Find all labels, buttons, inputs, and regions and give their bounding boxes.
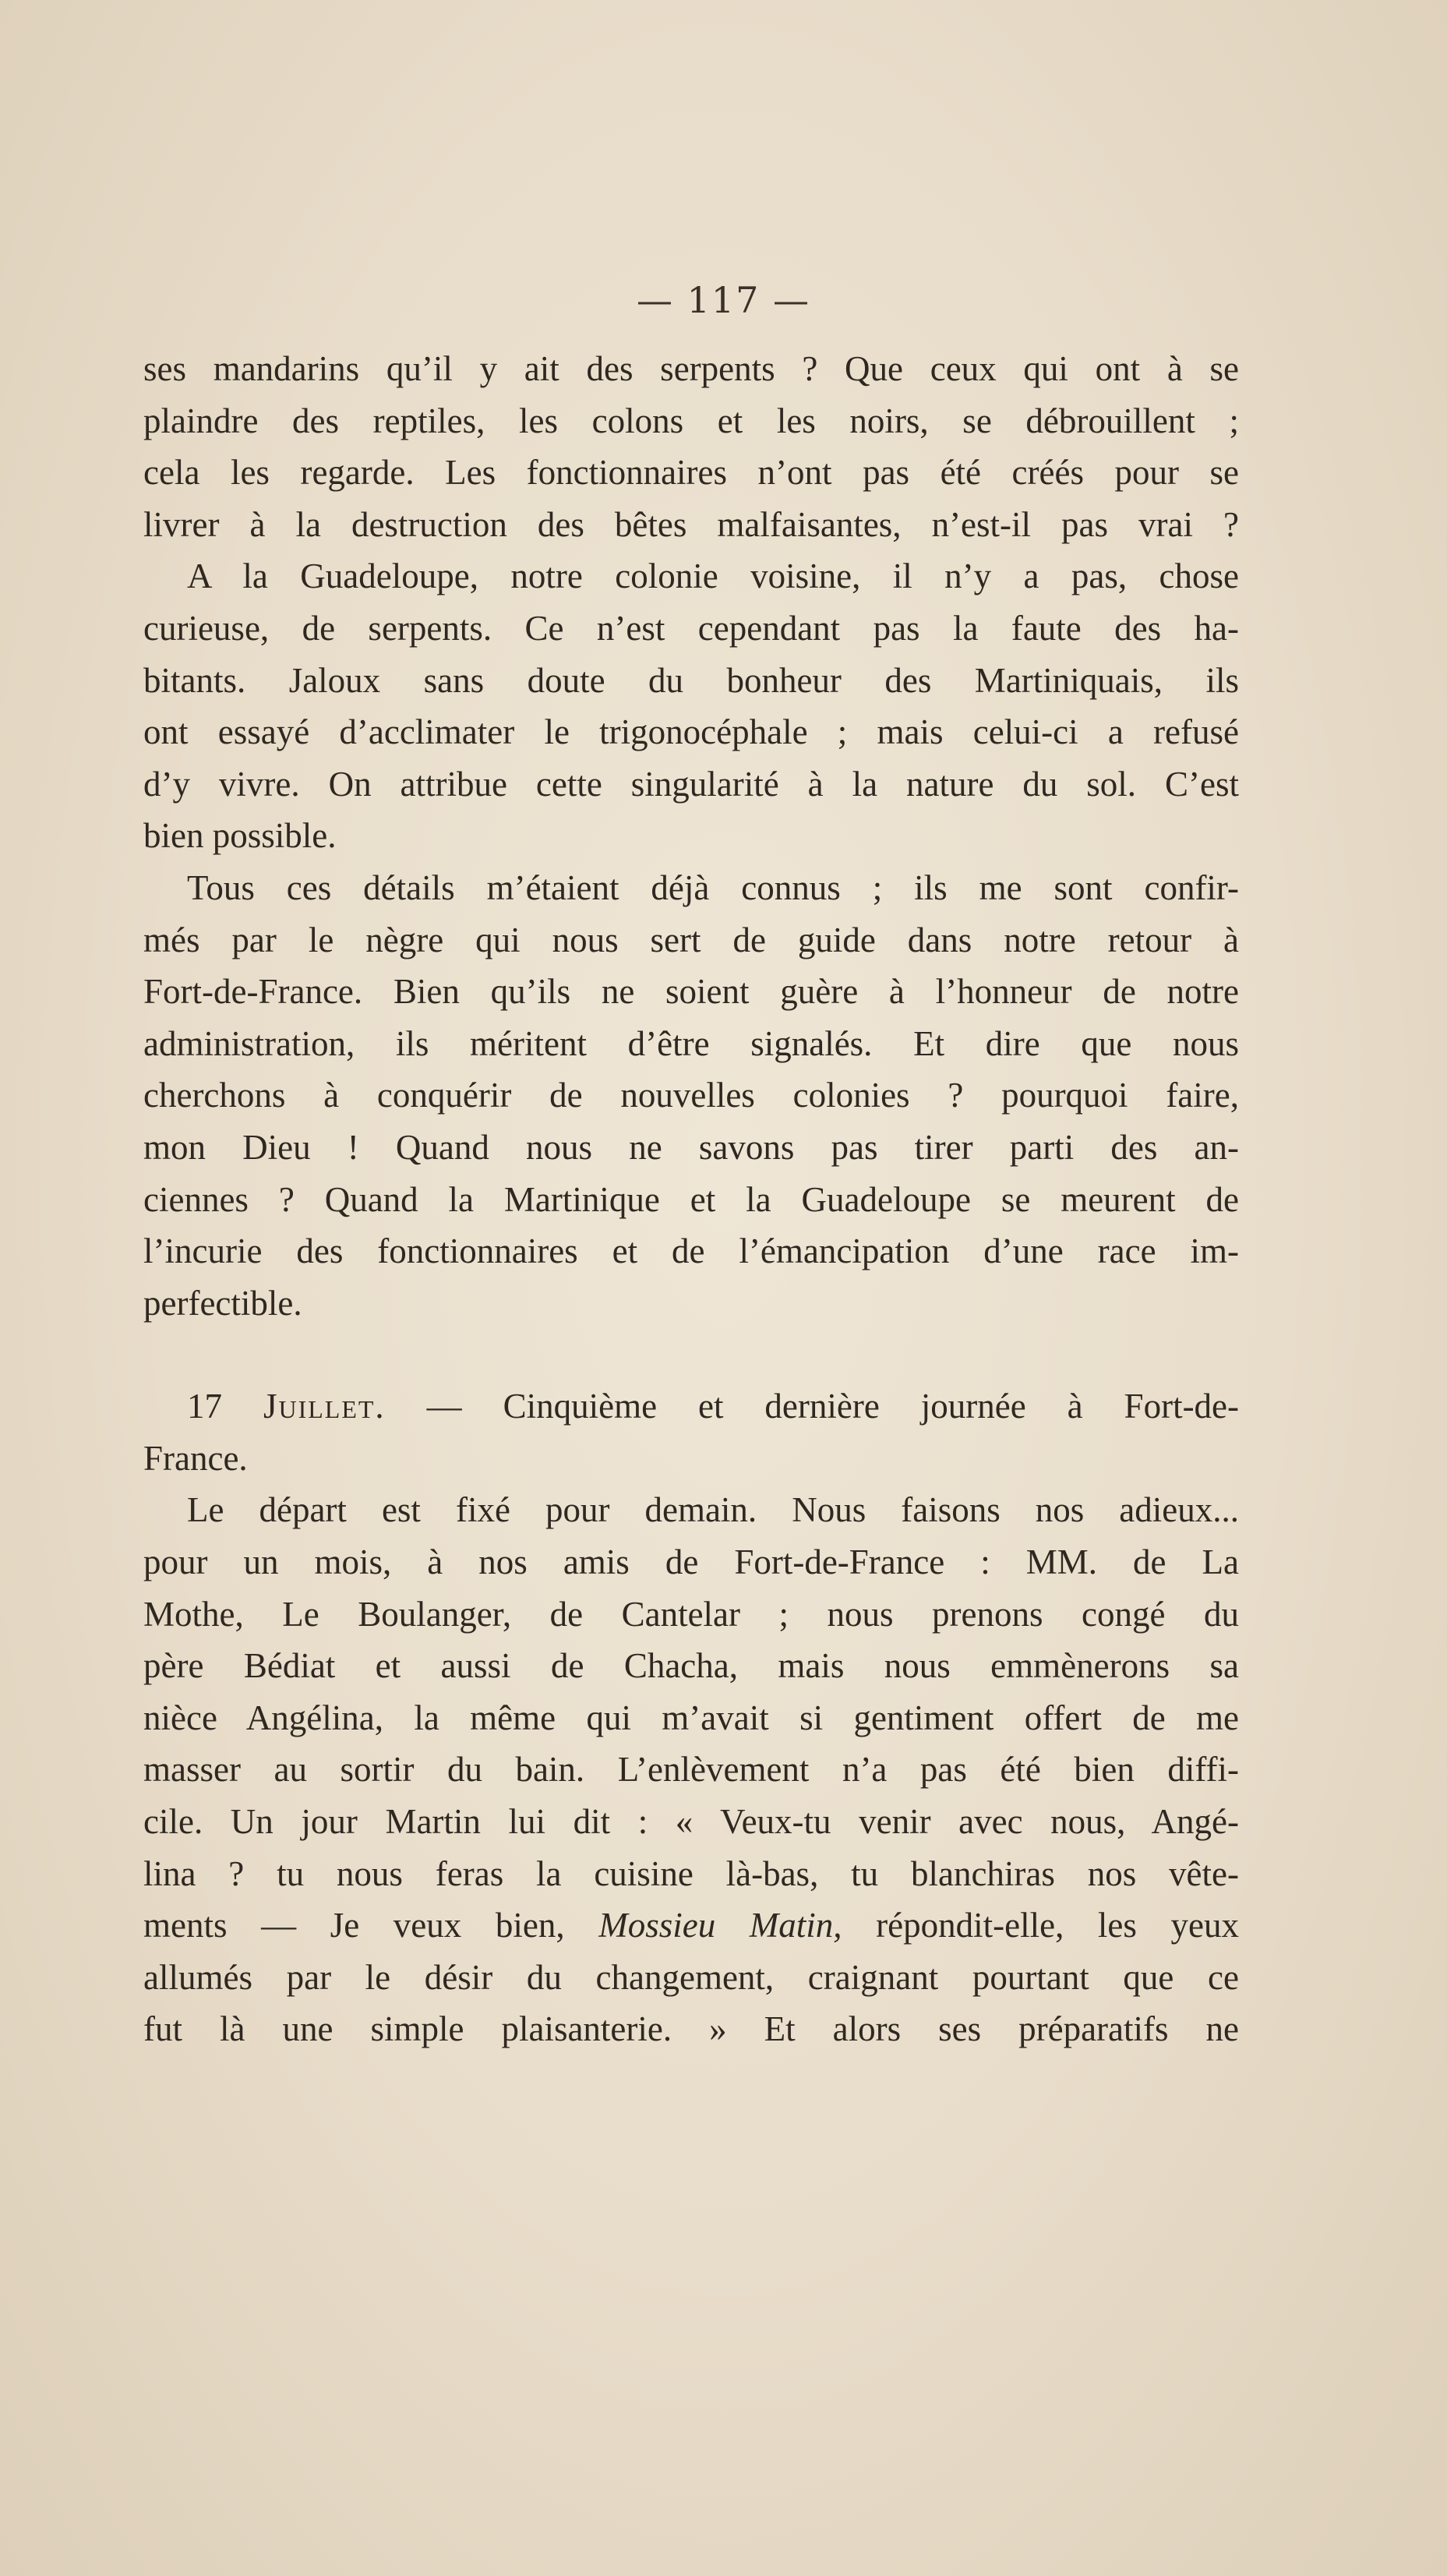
text-line: nièce Angélina, la même qui m’avait si gentiment offert de me	[143, 1698, 1239, 1737]
text-line: lina ? tu nous feras la cuisine là-bas, tu blanchiras nos vête-	[143, 1853, 1239, 1893]
text-line	[143, 1899, 1239, 1952]
text-line: més par le nègre qui nous sert de guide dans notre retour à	[143, 920, 1239, 959]
text-line: perfectible.	[143, 1283, 302, 1323]
entry-title: — Cinquième et dernière journée à Fort-de-	[426, 1387, 1239, 1426]
text-line: mon Dieu ! Quand nous ne savons pas tirer parti des an-	[143, 1127, 1239, 1167]
body-text	[143, 343, 1239, 2055]
italic-segment: Mossieu Matin,	[598, 1906, 842, 1945]
text-line: ciennes ? Quand la Martinique et la Guadeloupe se meurent de	[143, 1179, 1239, 1219]
text-line: ont essayé d’acclimater le trigonocéphale ; mais celui-ci a refusé	[143, 712, 1239, 752]
text-line: ses mandarins qu’il y ait des serpents ? Que ceux qui ont à se	[143, 349, 1239, 388]
text-line: bitants. Jaloux sans doute du bonheur des Martiniquais, ils	[143, 660, 1239, 700]
text-segment: ments — Je veux bien,	[143, 1906, 565, 1945]
entry-day: 17	[187, 1387, 222, 1426]
paragraph-5	[143, 1484, 1239, 2055]
text-line: administration, ils méritent d’être signalés. Et dire que nous	[143, 1023, 1239, 1063]
text-line: plaindre des reptiles, les colons et les noirs, se débrouillent ;	[143, 401, 1239, 440]
text-line: cile. Un jour Martin lui dit : « Veux-tu venir avec nous, Angé-	[143, 1802, 1239, 1842]
text-line: livrer à la destruction des bêtes malfaisantes, n’est-il pas vrai ?	[143, 504, 1239, 544]
text-line: A la Guadeloupe, notre colonie voisine, il n’y a pas, chose	[187, 557, 1239, 596]
paragraph-3	[143, 862, 1239, 1329]
text-line: cela les regarde. Les fonctionnaires n’ont pas été créés pour se	[143, 453, 1239, 493]
text-line: père Bédiat et aussi de Chacha, mais nous emmènerons sa	[143, 1646, 1239, 1686]
dated-entry-heading	[143, 1380, 1239, 1484]
text-line: Tous ces détails m’étaient déjà connus ; ils me sont confir-	[187, 868, 1239, 907]
text-line: bien possible.	[143, 816, 337, 856]
text-line: fut là une simple plaisanterie. » Et alors ses préparatifs ne	[143, 2009, 1239, 2049]
text-line: masser au sortir du bain. L’enlèvement n’a pas été bien diffi-	[143, 1750, 1239, 1790]
paragraph-1	[143, 343, 1239, 550]
entry-month: Juillet.	[263, 1387, 386, 1426]
text-line: allumés par le désir du changement, craignant pourtant que ce	[143, 1957, 1239, 1997]
text-line	[143, 1380, 1239, 1433]
text-line: l’incurie des fonctionnaires et de l’émancipation d’une race im-	[143, 1231, 1239, 1271]
section-gap	[143, 1329, 1239, 1380]
text-line: cherchons à conquérir de nouvelles colonies ? pourquoi faire,	[143, 1076, 1239, 1115]
text-segment: répondit-elle, les yeux	[876, 1906, 1239, 1945]
paragraph-2	[143, 550, 1239, 862]
text-line: Mothe, Le Boulanger, de Cantelar ; nous prenons congé du	[143, 1594, 1239, 1634]
page-number: — 117 —	[636, 279, 811, 321]
text-line: Le départ est fixé pour demain. Nous faisons nos adieux...	[187, 1490, 1239, 1530]
text-line: pour un mois, à nos amis de Fort-de-France : MM. de La	[143, 1542, 1239, 1582]
text-line: d’y vivre. On attribue cette singularité à la nature du sol. C’est	[143, 764, 1239, 804]
text-line: France.	[143, 1438, 248, 1478]
text-line: Fort-de-France. Bien qu’ils ne soient guère à l’honneur de notre	[143, 972, 1239, 1012]
text-line: curieuse, de serpents. Ce n’est cependant pas la faute des ha-	[143, 608, 1239, 648]
